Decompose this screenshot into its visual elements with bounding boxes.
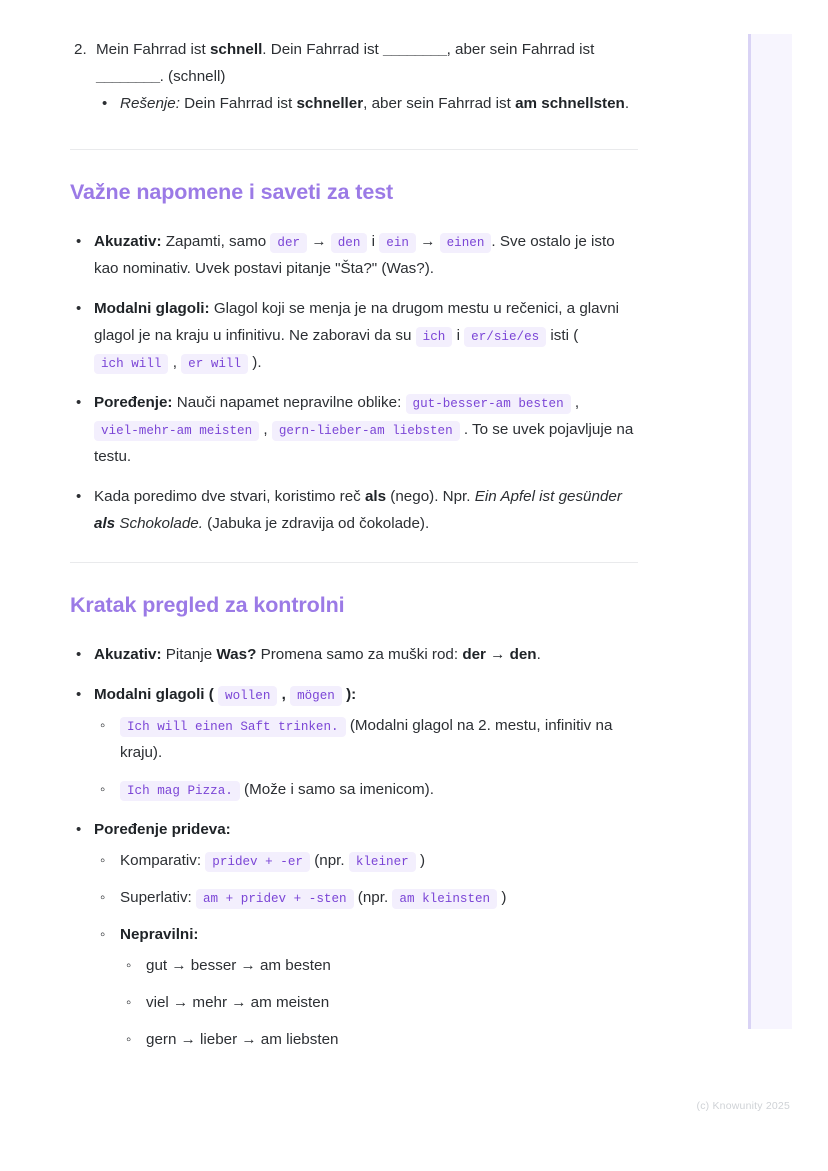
chip-er-sie-es: er/sie/es xyxy=(464,327,546,347)
exercise-solution: • Rešenje: Dein Fahrrad ist schneller, aber sein Fahrrad ist am schnellsten. xyxy=(96,90,638,117)
exercise-number: 2. xyxy=(74,41,87,58)
chip-ich: ich xyxy=(416,327,453,347)
review-list xyxy=(70,641,638,1053)
chip-einen: einen xyxy=(440,233,492,253)
chip-gern-lieber: gern-lieber-am liebsten xyxy=(272,421,460,441)
review-poredjenje: • Poređenje prideva: ◦ Komparativ: pridev + -er (npr. kleiner ) ◦ Superlativ: am + pridev + -sten (npr. am kleinsten ) ◦ Nepravilni: ◦ gut → besser → am besten ◦ viel → mehr → am meisten ◦ gern → lieber → am liebsten xyxy=(70,816,638,1053)
review-superlativ: ◦ Superlativ: am + pridev + -sten (npr. am kleinsten ) xyxy=(94,884,638,911)
tip-modalni: • Modalni glagoli: Glagol koji se menja je na drugom mestu u rečenici, a glavni glagol je na kraju u infinitivu. Ne zaboravi da su ich i er/sie/es isti ( ich will , er will ). xyxy=(70,295,638,376)
tips-list xyxy=(70,228,638,537)
solution-label: Rešenje: xyxy=(120,95,180,112)
chip-viel-mehr: viel-mehr-am meisten xyxy=(94,421,259,441)
chip-wollen: wollen xyxy=(218,686,277,706)
chip-ich-will: ich will xyxy=(94,354,168,374)
exercise-solution-list xyxy=(96,90,638,117)
review-nepravilni: ◦ Nepravilni: ◦ gut → besser → am besten ◦ viel → mehr → am meisten ◦ gern → lieber → am liebsten xyxy=(94,921,638,1053)
review-nepravilni-item: ◦ gern → lieber → am liebsten xyxy=(120,1026,638,1053)
blank-2: ________ xyxy=(96,68,160,85)
chip-mogen: mögen xyxy=(290,686,342,706)
tip-poredjenje: • Poređenje: Nauči napamet nepravilne oblike: gut-besser-am besten , viel-mehr-am meisten , gern-lieber-am liebsten . To se uvek pojavljuje na testu. xyxy=(70,389,638,470)
arrow-icon: → xyxy=(311,233,327,250)
chip-am-kleinsten: am kleinsten xyxy=(392,889,497,909)
section-heading-review: Kratak pregled za kontrolni xyxy=(70,593,345,617)
footer-copyright: (c) Knowunity 2025 xyxy=(696,1100,790,1112)
chip-kleiner: kleiner xyxy=(349,852,416,872)
chip-am-pridev-sten: am + pridev + -sten xyxy=(196,889,354,909)
review-nepravilni-item: ◦ gut → besser → am besten xyxy=(120,952,638,979)
chip-pridev-er: pridev + -er xyxy=(205,852,310,872)
review-modalni-examples xyxy=(94,712,638,803)
review-komparativ: ◦ Komparativ: pridev + -er (npr. kleiner ) xyxy=(94,847,638,874)
document-content xyxy=(70,36,638,1053)
arrow-icon: → xyxy=(420,233,436,250)
chip-er-will: er will xyxy=(181,354,248,374)
tip-akuzativ: • Akuzativ: Zapamti, samo der → den i ein → einen . Sve ostalo je isto kao nominativ. Uvek postavi pitanje "Šta?" (Was?). xyxy=(70,228,638,282)
blank-1: ________ xyxy=(383,41,447,58)
review-nepravilni-item: ◦ viel → mehr → am meisten xyxy=(120,989,638,1016)
review-nepravilni-list xyxy=(120,952,638,1053)
chip-den: den xyxy=(331,233,368,253)
review-modalni-example: ◦ Ich will einen Saft trinken. (Modalni glagol na 2. mestu, infinitiv na kraju). xyxy=(94,712,638,766)
review-poredjenje-list xyxy=(94,847,638,1053)
exercise-prompt: Mein Fahrrad ist schnell. Dein Fahrrad ist ________, aber sein Fahrrad ist ________. (schnell) xyxy=(96,41,595,85)
section-heading-tips: Važne napomene i saveti za test xyxy=(70,180,394,204)
review-modalni-example: ◦ Ich mag Pizza. (Može i samo sa imenicom). xyxy=(94,776,638,803)
right-side-panel xyxy=(748,34,792,1029)
chip-ein: ein xyxy=(379,233,416,253)
review-modalni: • Modalni glagoli ( wollen , mögen ): ◦ Ich will einen Saft trinken. (Modalni glagol na 2. mestu, infinitiv na kraju). ◦ Ich mag Pizza. (Može i samo sa imenicom). xyxy=(70,681,638,803)
chip-der: der xyxy=(270,233,307,253)
chip-gut-besser: gut-besser-am besten xyxy=(406,394,571,414)
exercise-item-2 xyxy=(70,36,638,117)
review-akuzativ: • Akuzativ: Pitanje Was? Promena samo za muški rod: der → den. xyxy=(70,641,638,668)
chip-ich-will-saft: Ich will einen Saft trinken. xyxy=(120,717,346,737)
chip-ich-mag-pizza: Ich mag Pizza. xyxy=(120,781,240,801)
tip-als: • Kada poredimo dve stvari, koristimo reč als (nego). Npr. Ein Apfel ist gesünder als Schokolade. (Jabuka je zdravija od čokolade). xyxy=(70,483,638,537)
